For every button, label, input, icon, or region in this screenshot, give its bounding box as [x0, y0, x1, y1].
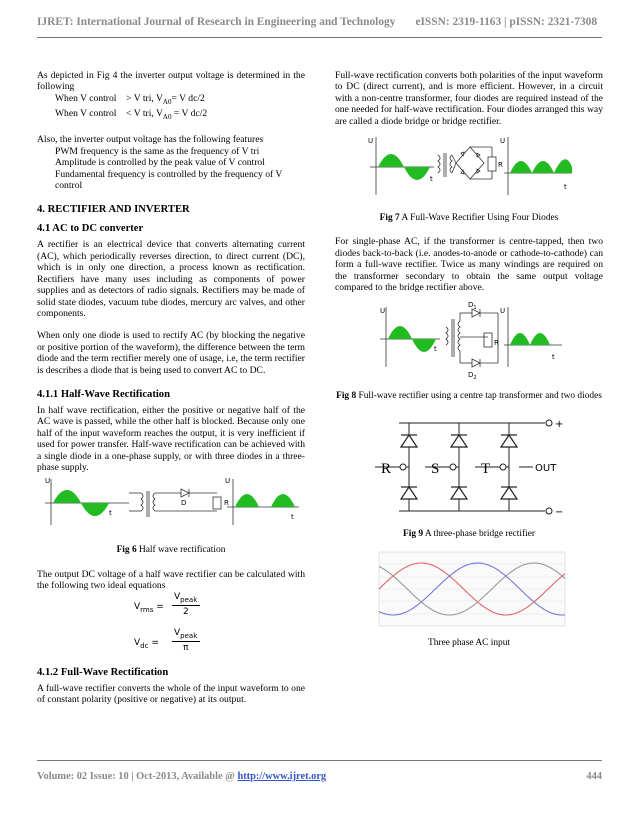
- resistor-label: R: [224, 499, 229, 508]
- paragraph: The output DC voltage of a half wave rectifier can be calculated with the following two ideal equations: [37, 568, 305, 592]
- out-label: OUT: [535, 462, 557, 474]
- figure-caption: Three phase AC input: [427, 638, 510, 649]
- axis-label-t: t: [291, 513, 294, 522]
- condition-2: When V control < V tri, $V_{A0} = V$ dc/2: [55, 108, 208, 122]
- journal-link[interactable]: http://www.ijret.org: [237, 771, 327, 782]
- input-wave: [388, 326, 412, 339]
- svg-text:D2: $D_2$: [468, 371, 477, 380]
- three-phase-waveform: [369, 550, 569, 630]
- issn: eISSN: 2319-1163 | pISSN: 2321-7308: [415, 16, 598, 28]
- figure-caption: Fig 9 A three-phase bridge rectifier: [403, 528, 535, 539]
- journal-title: IJRET: International Journal of Research in Engineering and Technology: [37, 16, 396, 28]
- feature-item: Fundamental frequency is controlled by the frequency of V control: [55, 168, 283, 192]
- feature-item: Amplitude is controlled by the peak value of V control: [55, 157, 265, 169]
- subsection-heading: 4.1.1 Half-Wave Rectification: [37, 388, 170, 400]
- section-heading: 4. RECTIFIER AND INVERTER: [37, 204, 190, 216]
- diode-label: D: [181, 499, 187, 508]
- output-wave: [510, 333, 530, 345]
- bridge-circuit: [438, 147, 496, 179]
- svg-text:D1: $D_1$: [468, 301, 477, 312]
- left-column: [37, 70, 305, 705]
- paragraph: In half wave rectification, either the positive or negative half of the AC wave is passed, while the other half is blocked. Because only one half of the input waveform reaches the output, it is very inefficient if used for power transfer. Half-wave rectification can be achieved with a single diode in a one-phase supply, or with three diodes in a three-phase supply.: [37, 404, 305, 473]
- footer-rule: [37, 760, 602, 761]
- figure-caption: Fig 6 Half wave rectification: [116, 545, 226, 556]
- paragraph: A full-wave rectifier converts the whole of the input waveform to one of constant polarity (positive or negative) at its output.: [37, 682, 305, 705]
- svg-text:U: U: [500, 137, 506, 146]
- condition-1: When V control > V tri, $V_{A0}= V$ dc/2: [55, 92, 205, 106]
- header-rule: [37, 37, 602, 38]
- paragraph: For single-phase AC, if the transformer is centre-tapped, then two diodes back-to-back (i.e. anodes-to-anode or cathode-to-cathode) can form a full-wave rectifier. Twice as many windings are required on the transformer secondary to obtain the same output voltage compared to the bridge rectifier above.: [335, 236, 603, 294]
- svg-text:R: R: [498, 161, 503, 170]
- feature-item: PWM frequency is the same as the frequency of V tri: [55, 145, 260, 157]
- equation-vdc: $V_{dc}$ = $V_{peak}$ π: [37, 628, 305, 658]
- svg-text:t: t: [430, 175, 433, 184]
- svg-text:t: t: [564, 183, 567, 192]
- axis-label-u: U: [225, 477, 231, 486]
- output-wave: [235, 494, 259, 507]
- centre-tap-circuit: [446, 309, 498, 367]
- plus-label: +: [555, 418, 564, 430]
- input-wave: [378, 154, 404, 167]
- svg-text:R: R: [494, 339, 499, 348]
- paragraph: Also, the inverter output voltage has the following features: [37, 134, 264, 146]
- output-wave: [510, 161, 532, 173]
- page-header: [0, 0, 638, 58]
- paragraph: As depicted in Fig 4 the inverter output voltage is determined in the following: [37, 70, 305, 93]
- axis-label-t: t: [109, 509, 112, 518]
- centre-tap-figure: [374, 301, 564, 379]
- phase-label-t: T: [481, 460, 491, 477]
- axis-label-u: U: [45, 477, 51, 486]
- svg-text:U: U: [500, 307, 506, 316]
- three-phase-bridge-figure: [369, 417, 569, 517]
- phase-label-s: S: [431, 460, 440, 477]
- paragraph: A rectifier is an electrical device that converts alternating current (AC), which periodically reverses direction, to direct current (DC), which is in only one direction, a process known as rectification. Rectifiers have many uses including as components of power supplies and as detectors of radio signals. Rectifiers may be made of solid state diodes, vacuum tube diodes, mercury arc valves, and other components.: [37, 239, 305, 319]
- page-footer: Volume: 02 Issue: 10 | Oct-2013, Available @ http://www.ijret.org 444: [37, 771, 602, 782]
- paragraph: When only one diode is used to rectify AC (by blocking the negative or positive portion of the waveform), the difference between the term diode and the term rectifier merely one of usage, i.e, the term rectifier is describes a diode that is being used to convert AC to DC.: [37, 330, 305, 376]
- subsection-heading: 4.1.2 Full-Wave Rectification: [37, 666, 169, 678]
- figure-caption: Fig 7 A Full-Wave Rectifier Using Four Diodes: [379, 213, 559, 224]
- half-wave-figure: [41, 475, 301, 531]
- transformer: [129, 491, 217, 517]
- full-wave-bridge-figure: [364, 133, 574, 203]
- equation-vrms: $V_{rms}$ = $V_{peak}$ 2: [37, 592, 305, 622]
- svg-text:U: U: [368, 137, 374, 146]
- svg-text:t: t: [552, 353, 555, 362]
- right-column: [335, 70, 603, 650]
- page-number: 444: [586, 771, 602, 782]
- diode: [181, 489, 221, 509]
- figure-caption: Fig 8 Full-wave rectifier using a centre tap transformer and two diodes: [336, 391, 602, 402]
- svg-text:U: U: [380, 307, 386, 316]
- minus-label: −: [555, 506, 564, 517]
- phase-label-r: R: [381, 460, 392, 477]
- header-text: [37, 16, 597, 28]
- svg-text:t: t: [434, 345, 437, 354]
- subsection-heading: 4.1 AC to DC converter: [37, 223, 144, 235]
- paragraph: Full-wave rectification converts both polarities of the input waveform to DC (direct current), and is more efficient. However, in a circuit with a non-centre transformer, four diodes are required instead of the one needed for half-wave rectification. Four diodes arranged this way are called a diode bridge or bridge rectifier.: [335, 70, 604, 127]
